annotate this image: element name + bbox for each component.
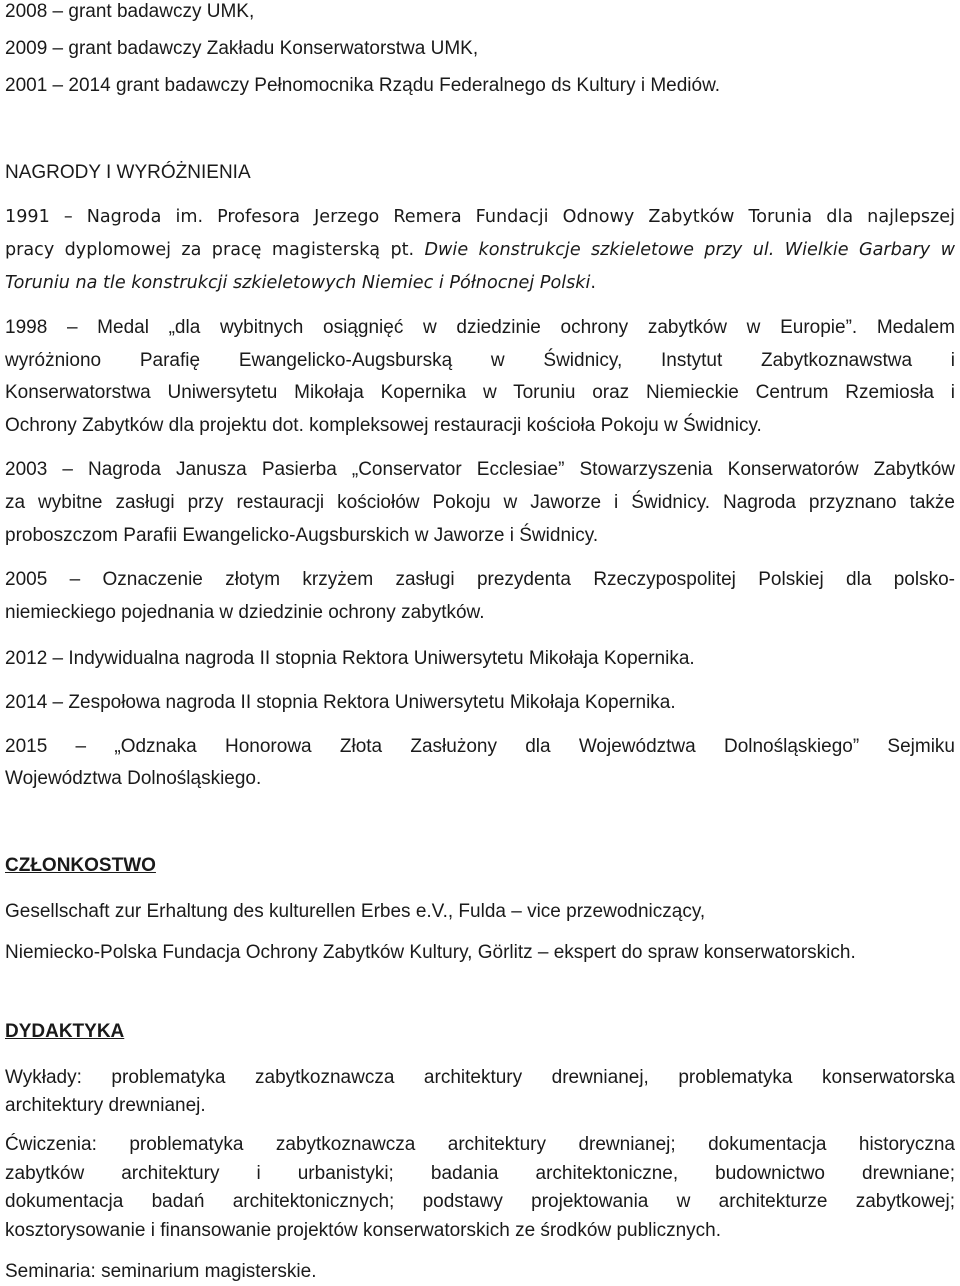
award-1998-line-1: 1998 – Medal „dla wybitnych osiągnięć w dziedzinie ochrony zabytków w Europie”. Medalem xyxy=(5,317,955,338)
award-1991-line-2 xyxy=(5,236,955,265)
membership-item-fulda: Gesellschaft zur Erhaltung des kulturellen Erbes e.V., Fulda – vice przewodniczący, xyxy=(5,901,706,922)
award-1991-line-3 xyxy=(5,269,596,298)
membership-heading: CZŁONKOSTWO xyxy=(5,855,156,876)
award-1991-thesis-title-part-1: Dwie konstrukcje szkieletowe przy ul. Wielkie Garbary w xyxy=(424,240,955,260)
exercises-line-3: dokumentacja badań architektonicznych; podstawy projektowania w architekturze zabytkowej; xyxy=(5,1191,955,1212)
award-2003-line-1: 2003 – Nagroda Janusza Pasierba „Conservator Ecclesiae” Stowarzyszenia Konserwatorów Zabytków xyxy=(5,459,955,480)
award-1998-line-4: Ochrony Zabytków dla projektu dot. kompleksowej restauracji kościoła Pokoju w Świdnicy. xyxy=(5,415,762,436)
award-2005-line-1: 2005 – Oznaczenie złotym krzyżem zasługi prezydenta Rzeczypospolitej Polskiej dla polsko- xyxy=(5,569,955,590)
award-1991-line-2-plain: pracy dyplomowej za pracę magisterską pt. xyxy=(5,240,425,260)
award-2003-line-3: proboszczom Parafii Ewangelicko-Augsburskich w Jaworze i Świdnicy. xyxy=(5,525,599,546)
award-2015-line-2: Województwa Dolnośląskiego. xyxy=(5,768,262,789)
lectures-line-1: Wykłady: problematyka zabytkoznawcza architektury drewnianej, problematyka konserwatorska xyxy=(5,1067,955,1088)
teaching-heading: DYDAKTYKA xyxy=(5,1021,125,1042)
award-1991-line-1: 1991 – Nagroda im. Profesora Jerzego Remera Fundacji Odnowy Zabytków Torunia dla najlepszej xyxy=(5,207,955,227)
lectures-line-2: architektury drewnianej. xyxy=(5,1095,206,1116)
award-2015-line-1: 2015 – „Odznaka Honorowa Złota Zasłużony dla Województwa Dolnośląskiego” Sejmiku xyxy=(5,736,955,757)
award-2012: 2012 – Indywidualna nagroda II stopnia Rektora Uniwersytetu Mikołaja Kopernika. xyxy=(5,648,695,669)
awards-heading: NAGRODY I WYRÓŻNIENIA xyxy=(5,162,251,183)
award-2014: 2014 – Zespołowa nagroda II stopnia Rektora Uniwersytetu Mikołaja Kopernika. xyxy=(5,692,676,713)
award-2005-line-2: niemieckiego pojednania w dziedzinie ochrony zabytków. xyxy=(5,602,485,623)
exercises-line-4: kosztorysowanie i finansowanie projektów konserwatorskich ze środków publicznych. xyxy=(5,1220,721,1241)
award-1998-line-2: wyróżniono Parafię Ewangelicko-Augsburską w Świdnicy, Instytut Zabytkoznawstwa i xyxy=(5,350,955,371)
award-1998-line-3: Konserwatorstwa Uniwersytetu Mikołaja Kopernika w Toruniu oraz Niemieckie Centrum Rzemiosła i xyxy=(5,382,955,403)
grant-2009: 2009 – grant badawczy Zakładu Konserwatorstwa UMK, xyxy=(5,38,479,59)
grant-2001-2014: 2001 – 2014 grant badawczy Pełnomocnika Rządu Federalnego ds Kultury i Mediów. xyxy=(5,75,721,96)
award-1991-thesis-title-part-2: Toruniu na tle konstrukcji szkieletowych Niemiec i Północnej Polski xyxy=(5,273,591,293)
award-1991-line-3-end: . xyxy=(590,273,596,293)
membership-item-gorlitz: Niemiecko-Polska Fundacja Ochrony Zabytków Kultury, Görlitz – ekspert do spraw konserwatorskich. xyxy=(5,942,856,963)
award-2003-line-2: za wybitne zasługi przy restauracji kościołów Pokoju w Jaworze i Świdnicy. Nagroda przyznano także xyxy=(5,492,955,513)
seminars-line: Seminaria: seminarium magisterskie. xyxy=(5,1261,317,1282)
grant-2008: 2008 – grant badawczy UMK, xyxy=(5,1,255,22)
exercises-line-2: zabytków architektury i urbanistyki; badania architektoniczne, budownictwo drewniane; xyxy=(5,1163,955,1184)
exercises-line-1: Ćwiczenia: problematyka zabytkoznawcza architektury drewnianej; dokumentacja historyczna xyxy=(5,1134,955,1155)
